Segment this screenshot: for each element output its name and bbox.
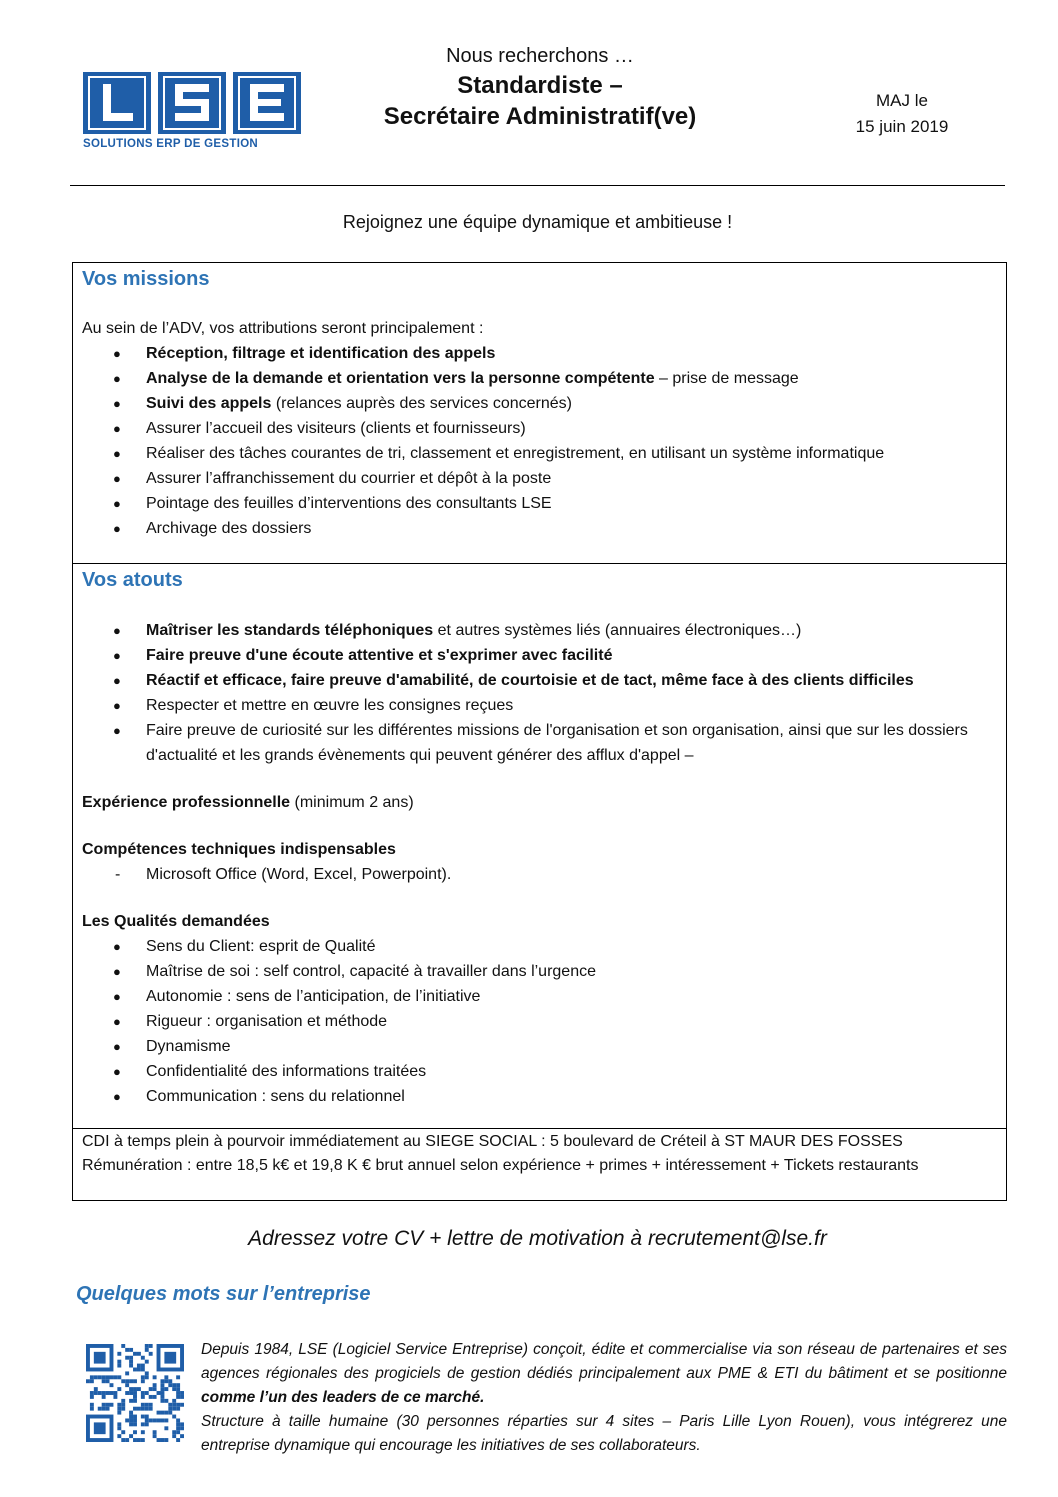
mission-item [82,441,997,466]
atout-item-bold: Faire preuve d'une écoute attentive et s'exprimer avec facilité [146,647,613,664]
update-date [832,88,972,140]
mission-item-bold: Analyse de la demande et orientation vers la personne compétente [146,370,655,387]
job-title-line2: Secrétaire Administratif(ve) [383,103,697,130]
contract-line1: CDI à temps plein à pourvoir immédiatement au SIEGE SOCIAL : 5 boulevard de Créteil à ST MAUR DES FOSSES [82,1133,903,1150]
atouts-list [82,618,997,768]
qualite-item: ● Sens du Client: esprit de Qualité [82,934,997,959]
missions-body [82,316,997,541]
missions-section [72,262,1007,564]
missions-title: Vos missions [82,268,210,290]
contract-line2: Rémunération : entre 18,5 k€ et 19,8 K € brut annuel selon expérience + primes + intéressement + Tickets restaurants [82,1157,919,1174]
company-para2: Structure à taille humaine (30 personnes réparties sur 4 sites – Paris Lille Lyon Rouen), vous intégrerez une entreprise dynamique qui encourage les initiatives de ses collaborateurs. [201,1413,1007,1454]
mission-item-bold: Suivi des appels [146,395,272,412]
atout-item [82,693,997,718]
qualite-item: ● Rigueur : organisation et méthode [82,1009,997,1034]
competences-list [82,862,997,887]
qualites-list [82,934,997,1109]
mission-item [82,366,997,391]
header-title-block [330,42,750,132]
atout-item-text: et autres systèmes liés (annuaires électroniques…) [433,622,802,639]
company-para1 [201,1338,1007,1410]
company-logo [83,72,301,154]
mission-item [82,491,997,516]
experience-label: Expérience professionnelle [82,794,291,811]
qualite-item: ● Dynamisme [82,1034,997,1059]
experience-line [82,790,997,815]
competences-title: Compétences techniques indispensables [82,841,396,858]
atout-item-bold: Maîtriser les standards téléphoniques [146,622,434,639]
lse-logo-graphic [83,72,301,134]
atout-item-text: Respecter et mettre en œuvre les consignes reçues [146,697,514,714]
list-item: - Microsoft Office (Word, Excel, Powerpoint). [82,862,997,887]
mission-item-text: Pointage des feuilles d’interventions des consultants LSE [146,495,552,512]
atout-item-text: Faire preuve de curiosité sur les différentes missions de l'organisation et son organisation, ainsi que sur les dossiers d'actualité et les grands évènements qui peuvent générer des afflux d'appel – [146,722,968,764]
contract-body [82,1130,997,1178]
contract-section [72,1128,1007,1201]
pre-title: Nous recherchons … [446,45,634,67]
application-cta: Adressez votre CV + lettre de motivation à recrutement@lse.fr [248,1227,827,1250]
experience-value: (minimum 2 ans) [290,794,414,811]
missions-list [82,341,997,541]
qualite-item: ● Maîtrise de soi : self control, capacité à travailler dans l’urgence [82,959,997,984]
missions-intro: Au sein de l’ADV, vos attributions seront principalement : [82,320,484,337]
company-title: Quelques mots sur l’entreprise [76,1283,371,1305]
mission-item [82,341,997,366]
mission-item-text: Assurer l’accueil des visiteurs (clients et fournisseurs) [146,420,526,437]
tagline: Rejoignez une équipe dynamique et ambitieuse ! [342,212,733,232]
atout-item [82,643,997,668]
atouts-body [82,618,997,1109]
qr-code-icon [86,1344,184,1442]
job-title-line1: Standardiste – [457,72,623,99]
mission-item [82,516,997,541]
atouts-section [72,563,1007,1129]
qr-code-graphic [86,1344,184,1442]
company-para1-text: Depuis 1984, LSE (Logiciel Service Entreprise) conçoit, édite et commercialise via son réseau de partenaires et ses agences régionales des progiciels de gestion dédiés principalement aux PME & ETI du bâtiment et se positionne [201,1341,1007,1382]
company-para1-bold: comme l’un des leaders de ce marché. [201,1389,485,1406]
qualite-item: ● Confidentialité des informations traitées [82,1059,997,1084]
company-description [201,1338,1007,1458]
atout-item [82,668,997,693]
atout-item [82,618,997,643]
mission-item-text: – prise de message [654,370,799,387]
atout-item [82,718,997,768]
mission-item-text: Archivage des dossiers [146,520,312,537]
header-divider [70,185,1005,186]
atout-item-bold: Réactif et efficace, faire preuve d'amabilité, de courtoisie et de tact, même face à des clients difficiles [146,672,914,689]
qualites-title: Les Qualités demandées [82,913,270,930]
mission-item [82,391,997,416]
mission-item-text: Assurer l’affranchissement du courrier et dépôt à la poste [146,470,552,487]
logo-tagline: SOLUTIONS ERP DE GESTION [83,138,259,150]
mission-item-text: Réaliser des tâches courantes de tri, classement et enregistrement, en utilisant un système informatique [146,445,885,462]
mission-item-text: (relances auprès des services concernés) [271,395,572,412]
qualite-item: ● Communication : sens du relationnel [82,1084,997,1109]
atouts-title: Vos atouts [82,569,183,591]
mission-item-bold: Réception, filtrage et identification des appels [146,345,496,362]
maj-date: 15 juin 2019 [855,117,949,136]
maj-label: MAJ le [876,91,928,110]
mission-item [82,416,997,441]
qualite-item: ● Autonomie : sens de l’anticipation, de l’initiative [82,984,997,1009]
mission-item [82,466,997,491]
